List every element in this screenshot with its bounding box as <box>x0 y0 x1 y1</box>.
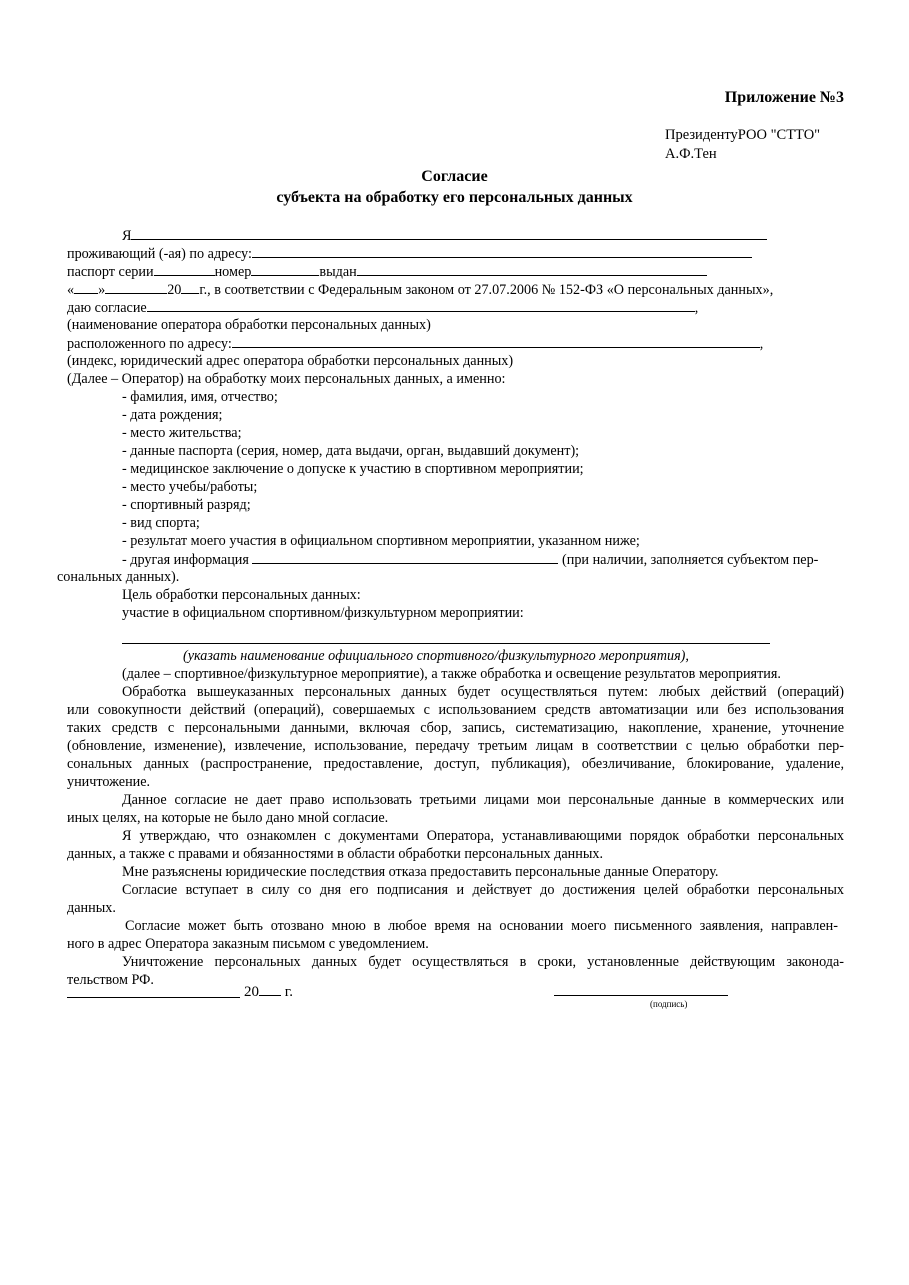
other-info-field[interactable] <box>252 550 558 564</box>
data-list-intro: (Далее – Оператор) на обработку моих персональных данных, а именно: <box>67 371 506 387</box>
paragraph-processing: или совокупности действий (операций), совершаемых с использованием средств автоматизации или без использования <box>67 702 844 718</box>
list-item: - данные паспорта (серия, номер, дата выдачи, орган, выдавший документ); <box>122 443 580 459</box>
paragraph-third-parties: Данное согласие не дает право использовать третьими лицами мои персональные данные в коммерческих или <box>122 792 844 808</box>
paragraph-acknowledge: Я утверждаю, что ознакомлен с документами Оператора, устанавливающими порядок обработки персональных <box>122 828 844 844</box>
operator-name-field[interactable] <box>147 298 695 312</box>
list-item-other: - другая информация (при наличии, заполняется субъектом пер- <box>122 552 819 568</box>
list-item: - вид спорта; <box>122 515 200 531</box>
paragraph-effect: данных. <box>67 900 116 916</box>
signature-field[interactable] <box>554 994 728 996</box>
recipient-line-2: А.Ф.Тен <box>665 146 717 162</box>
list-item: - место жительства; <box>122 425 242 441</box>
form-line-consent: даю согласие , <box>67 300 699 316</box>
year-field[interactable] <box>181 280 199 294</box>
paragraph-revoke: ного в адрес Оператора заказным письмом с уведомлением. <box>67 936 429 952</box>
passport-issued-field[interactable] <box>357 262 707 276</box>
list-item: - место учебы/работы; <box>122 479 258 495</box>
paragraph-consequences: Мне разъяснены юридические последствия отказа предоставить персональные данные Оператору. <box>122 864 719 880</box>
purpose-after: (далее – спортивное/физкультурное мероприятие), а также обработка и освещение результатов мероприятия. <box>122 666 781 682</box>
date-field[interactable] <box>67 996 240 998</box>
form-line-operator-address: расположенного по адресу: , <box>67 336 764 352</box>
form-line-name: Я <box>122 226 899 245</box>
operator-address-field[interactable] <box>232 334 760 348</box>
event-name-field[interactable] <box>122 642 770 644</box>
name-field[interactable] <box>131 226 767 240</box>
list-item: - спортивный разряд; <box>122 497 251 513</box>
operator-name-hint: (наименование оператора обработки персональных данных) <box>67 317 431 333</box>
other-info-continuation: сональных данных). <box>57 569 180 585</box>
paragraph-revoke: Согласие может быть отозвано мною в любое время на основании моего письменного заявления, направлен- <box>125 918 838 934</box>
event-name-hint: (указать наименование официального спортивного/физкультурного мероприятия), <box>183 648 689 664</box>
month-field[interactable] <box>105 280 167 294</box>
paragraph-processing: уничтожение. <box>67 774 151 790</box>
form-line-passport: паспорт серии номер выдан <box>67 262 844 281</box>
passport-number-field[interactable] <box>251 262 319 276</box>
signature-year: 20 г. <box>244 984 293 1000</box>
recipient-line-1: ПрезидентуРОО "СТТО" <box>665 127 821 143</box>
signature-year-field[interactable] <box>259 982 281 996</box>
list-item: - фамилия, имя, отчество; <box>122 389 278 405</box>
paragraph-destruction: Уничтожение персональных данных будет осуществляться в сроки, установленные действующим законода- <box>122 954 844 970</box>
passport-series-field[interactable] <box>154 262 215 276</box>
purpose-label: Цель обработки персональных данных: <box>122 587 361 603</box>
paragraph-third-parties: иных целях, на которые не было дано мной согласие. <box>67 810 389 826</box>
form-line-address: проживающий (-ая) по адресу: <box>67 244 844 263</box>
paragraph-processing: сональных данных (распространение, предоставление, доступ, публикация), обезличивание, блокирование, удаление, <box>67 756 844 772</box>
paragraph-effect: Согласие вступает в силу со дня его подписания и действует до достижения целей обработки персональных <box>122 882 844 898</box>
list-item: - медицинское заключение о допуске к участию в спортивном мероприятии; <box>122 461 584 477</box>
form-line-date: « » 20 г., в соответствии с Федеральным законом от 27.07.2006 № 152-ФЗ «О персональных данных», <box>67 282 774 298</box>
document-title: Согласие <box>421 168 488 185</box>
day-field[interactable] <box>74 280 98 294</box>
paragraph-acknowledge: данных, а также с правами и обязанностями в области обработки персональных данных. <box>67 846 604 862</box>
purpose-text: участие в официальном спортивном/физкультурном мероприятии: <box>122 605 524 621</box>
address-field[interactable] <box>252 244 752 258</box>
operator-address-hint: (индекс, юридический адрес оператора обработки персональных данных) <box>67 353 514 369</box>
list-item: - результат моего участия в официальном спортивном мероприятии, указанном ниже; <box>122 533 640 549</box>
paragraph-processing: (обновление, изменение), извлечение, использование, передачу третьим лицам в соответствии с целью обработки пер- <box>67 738 844 754</box>
annex-number: Приложение №3 <box>724 89 844 106</box>
paragraph-destruction: тельством РФ. <box>67 972 154 988</box>
document-subtitle: субъекта на обработку его персональных данных <box>276 189 633 206</box>
signature-hint: (подпись) <box>650 999 688 1009</box>
paragraph-processing: таких средств с персональными данными, включая сбор, запись, систематизацию, накопление, хранение, уточнение <box>67 720 844 736</box>
paragraph-processing: Обработка вышеуказанных персональных данных будет осуществляться путем: любых действий (операций) <box>122 684 844 700</box>
list-item: - дата рождения; <box>122 407 223 423</box>
